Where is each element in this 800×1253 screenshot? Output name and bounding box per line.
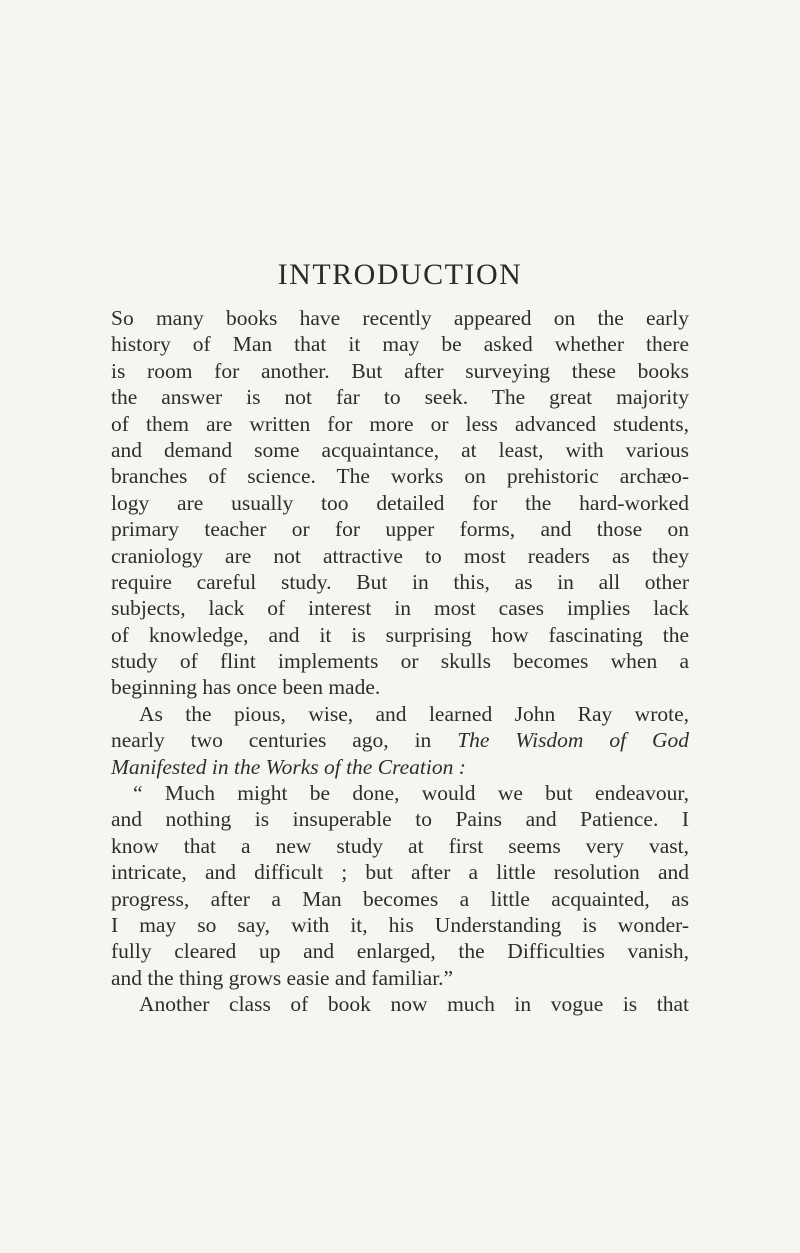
text-line: So many books have recently appeared on the early <box>111 306 689 330</box>
text-line: the answer is not far to seek. The great majority <box>111 385 689 410</box>
quote-line: intricate, and difficult ; but after a little resolution and <box>111 860 689 885</box>
text-line: As the pious, wise, and learned John Ray wrote, <box>139 701 689 726</box>
text-line: branches of science. The works on prehistoric archæo- <box>111 464 689 489</box>
quote-line: I may so say, with it, his Understanding is wonder- <box>111 912 689 937</box>
quote-line: “ Much might be done, would we but endeavour, <box>133 781 689 806</box>
book-title-part-1: The Wisdom of God <box>457 728 690 753</box>
text-line: history of Man that it may be asked whether there <box>111 332 689 357</box>
quote-line: progress, after a Man becomes a little acquainted, as <box>111 886 689 911</box>
text-line: is room for another. But after surveying these books <box>111 358 689 383</box>
quote-line: and the thing grows easie and familiar.” <box>111 965 454 990</box>
text-line: beginning has once been made. <box>111 675 381 700</box>
text-line: Another class of book now much in vogue is that <box>139 992 689 1017</box>
quote-line: know that a new study at first seems very vast, <box>111 833 689 858</box>
text-line: and demand some acquaintance, at least, with various <box>111 437 689 462</box>
text-line: of them are written for more or less advanced students, <box>111 411 689 436</box>
book-title-part-2: Manifested in the Works of the Creation : <box>111 754 466 779</box>
text-line: of knowledge, and it is surprising how fascinating the <box>111 622 689 647</box>
text-line-prefix: nearly two centuries ago, in <box>111 728 458 753</box>
body-text <box>111 305 689 1018</box>
text-line: study of flint implements or skulls becomes when a <box>111 649 689 674</box>
quote-line: and nothing is insuperable to Pains and Patience. I <box>111 807 689 832</box>
chapter-heading: INTRODUCTION <box>277 258 523 291</box>
quote-line: fully cleared up and enlarged, the Difficulties vanish, <box>111 939 689 964</box>
text-line: craniology are not attractive to most readers as they <box>111 543 689 568</box>
text-line-with-title <box>111 727 689 753</box>
text-line: subjects, lack of interest in most cases implies lack <box>111 596 689 621</box>
text-line: require careful study. But in this, as in all other <box>111 569 689 594</box>
text-line: logy are usually too detailed for the hard-worked <box>111 490 689 515</box>
text-line: primary teacher or for upper forms, and those on <box>111 517 689 542</box>
